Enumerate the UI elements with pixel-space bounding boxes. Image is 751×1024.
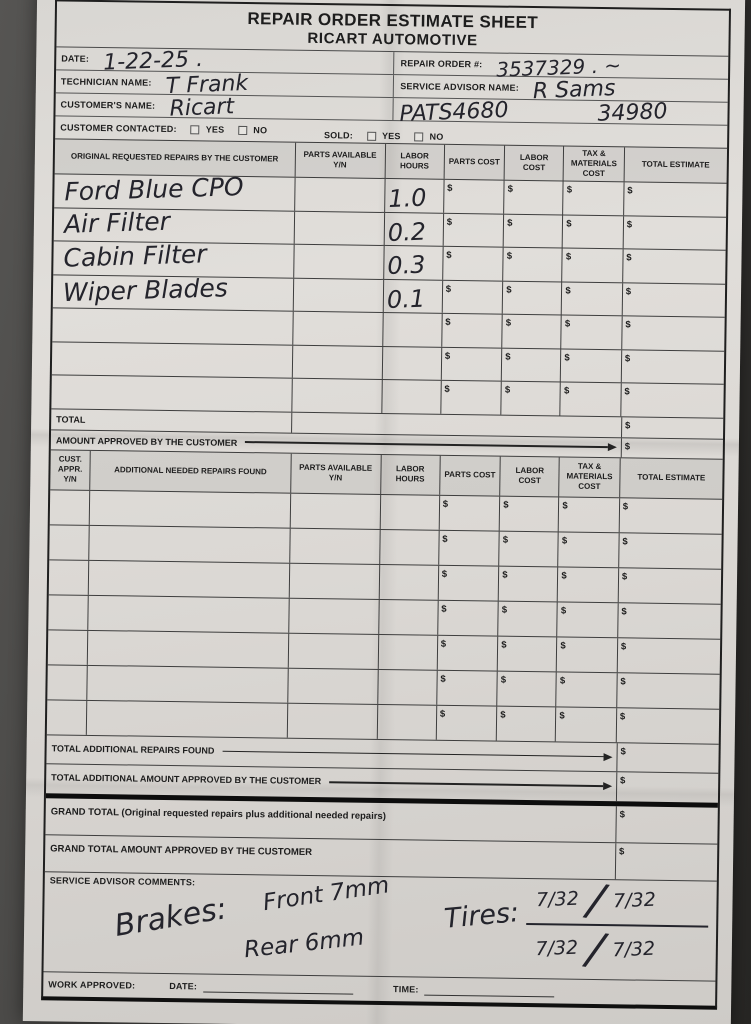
labor-hours-cell <box>384 212 444 245</box>
labor-hours-cell <box>380 494 440 529</box>
dollar-sign: $ <box>620 745 626 757</box>
parts-available-cell <box>294 245 384 279</box>
dollar-sign: $ <box>500 709 506 721</box>
dollar-sign: $ <box>566 184 573 196</box>
dollar-sign: $ <box>506 284 512 296</box>
additional-repair-description-cell <box>88 630 289 667</box>
dollar-sign: $ <box>504 384 511 396</box>
dollar-sign: $ <box>624 352 631 364</box>
dollar-sign: $ <box>564 318 571 330</box>
dollar-sign: $ <box>440 673 446 685</box>
dollar-sign: $ <box>442 498 449 510</box>
dollar-sign: $ <box>562 499 568 512</box>
additional-repairs-table <box>47 450 723 744</box>
parts-cost-cell <box>438 600 499 635</box>
total-estimate-cell <box>619 498 722 533</box>
technician-handwritten-value: T Frank <box>165 71 249 100</box>
parts-cost-cell <box>438 565 499 600</box>
repair-description-handwritten: Cabin Filter <box>63 239 207 273</box>
comments-tires-handwritten: Tires: <box>443 896 521 935</box>
parts-cost-cell <box>443 213 504 246</box>
parts-available-cell <box>290 493 381 528</box>
tax-materials-cell <box>563 181 624 214</box>
customer-name-label: CUSTOMER'S NAME: <box>60 99 156 111</box>
header-additional-repairs: ADDITIONAL NEEDED REPAIRS FOUND <box>91 450 292 492</box>
repair-description-cell <box>51 375 292 411</box>
stock-number-left: PATS4680 <box>399 97 510 128</box>
cust-appr-cell <box>48 595 89 630</box>
tax-materials-cell <box>563 215 624 248</box>
labor-cost-cell <box>499 531 559 566</box>
labor-hours-handwritten: 0.3 <box>386 250 426 281</box>
comments-label: SERVICE ADVISOR COMMENTS: <box>49 874 196 887</box>
labor-cost-cell <box>502 382 562 415</box>
parts-available-cell <box>293 278 383 312</box>
header-total-estimate: TOTAL ESTIMATE <box>641 159 710 170</box>
labor-hours-cell <box>385 179 445 212</box>
dollar-sign: $ <box>624 440 631 452</box>
tax-materials-cell <box>561 349 622 382</box>
parts-cost-cell <box>444 180 505 213</box>
labor-cost-cell <box>504 214 564 247</box>
customer-contacted-yes-checkbox <box>191 125 200 134</box>
parts-cost-cell <box>439 495 500 530</box>
dollar-sign: $ <box>625 319 631 331</box>
labor-hours-cell <box>378 669 438 704</box>
parts-cost-cell <box>442 280 503 313</box>
paper-sheet <box>23 0 745 1024</box>
header-parts-cost: PARTS COST <box>440 455 501 495</box>
total-estimate-cell <box>623 216 726 250</box>
parts-available-cell <box>294 211 384 245</box>
total-estimate-cell <box>618 638 721 673</box>
total-additional-label: TOTAL ADDITIONAL REPAIRS FOUND <box>51 742 215 756</box>
total-estimate-cell <box>624 182 727 216</box>
date-label: DATE: <box>61 53 90 64</box>
dollar-sign: $ <box>620 675 626 687</box>
labor-cost-cell <box>497 671 557 706</box>
dollar-sign: $ <box>502 569 508 581</box>
header-parts-cost: PARTS COST <box>444 145 505 180</box>
grand-total-approved-cell <box>615 843 718 880</box>
parts-cost-cell <box>439 530 500 565</box>
sold-label: SOLD: <box>323 130 354 141</box>
dollar-sign: $ <box>505 351 511 363</box>
parts-cost-cell <box>441 381 502 414</box>
sold-yes-checkbox <box>367 131 376 140</box>
labor-hours-handwritten: 0.1 <box>385 284 426 314</box>
technician-label: TECHNICIAN NAME: <box>60 76 152 88</box>
dollar-sign: $ <box>626 218 633 230</box>
tire-tread-rear-left: 7/32 <box>535 936 579 961</box>
additional-repair-description-cell <box>90 490 291 527</box>
header-tax-materials-cost: TAX & MATERIALS COST <box>564 146 625 181</box>
additional-repair-description-cell <box>89 560 290 597</box>
dollar-sign: $ <box>620 640 627 652</box>
total-estimate-cell <box>622 350 725 384</box>
parts-available-cell <box>288 633 379 668</box>
labor-hours-cell <box>384 246 444 279</box>
tax-materials-cell <box>562 282 623 315</box>
repair-description-cell <box>54 208 295 244</box>
header-labor-hours: LABOR HOURS <box>381 454 441 494</box>
parts-cost-cell <box>442 314 503 347</box>
labor-cost-cell <box>500 496 560 531</box>
service-advisor-comments <box>43 872 716 981</box>
sold-yes-label: YES <box>381 130 401 142</box>
cust-appr-cell <box>50 490 91 525</box>
header-parts-available: PARTS AVAILABLE Y/N <box>291 453 382 493</box>
dollar-sign: $ <box>626 252 632 264</box>
tax-materials-cell <box>557 637 618 672</box>
header-labor-cost: LABOR COST <box>505 146 565 181</box>
header-cust-appr: CUST. APPR. Y/N <box>50 450 91 490</box>
labor-cost-cell <box>504 181 564 214</box>
dollar-sign: $ <box>441 603 447 615</box>
customer-contacted-label: CUSTOMER CONTACTED: <box>60 122 177 135</box>
parts-available-cell <box>289 563 380 598</box>
cust-appr-cell <box>49 560 90 595</box>
total-estimate-cell <box>619 533 722 568</box>
customer-contacted-no-checkbox <box>238 125 247 134</box>
slash-mark: / <box>584 923 607 976</box>
total-additional-approved-label: TOTAL ADDITIONAL AMOUNT APPROVED BY THE CUSTOMER <box>51 771 322 786</box>
cust-appr-cell <box>47 665 88 700</box>
time-blank-line <box>425 983 555 998</box>
dollar-sign: $ <box>501 604 508 616</box>
header-total-estimate: TOTAL ESTIMATE <box>637 472 706 483</box>
dollar-sign: $ <box>561 534 568 547</box>
dollar-sign: $ <box>625 285 632 297</box>
dollar-sign: $ <box>564 352 570 364</box>
amount-approved-cell <box>621 438 723 458</box>
labor-cost-cell <box>497 706 557 741</box>
tax-materials-cell <box>558 567 619 602</box>
parts-available-cell <box>292 379 382 413</box>
labor-hours-cell <box>382 380 442 413</box>
repair-description-handwritten: Air Filter <box>63 206 171 239</box>
comments-front-handwritten: Front 7mm <box>261 871 391 916</box>
footer-time-label: TIME: <box>393 983 419 995</box>
repair-order-handwritten-value: 3537329 . ~ <box>495 53 622 82</box>
customer-contacted-no-label: NO <box>253 125 268 136</box>
header-tax-materials-cost: TAX & MATERIALS COST <box>560 457 621 497</box>
tax-materials-cell <box>559 532 620 567</box>
grand-total-label: GRAND TOTAL (Original requested repairs plus additional needed repairs) <box>50 805 386 822</box>
work-approved-label: WORK APPROVED: <box>48 978 136 991</box>
cust-appr-cell <box>47 700 88 735</box>
labor-cost-cell <box>503 248 563 281</box>
labor-cost-cell <box>502 315 562 348</box>
dollar-sign: $ <box>563 385 570 397</box>
grand-total-approved-label: GRAND TOTAL AMOUNT APPROVED BY THE CUSTOMER <box>50 842 313 858</box>
tire-tread-grid <box>526 874 709 976</box>
repair-description-cell <box>52 342 293 378</box>
service-advisor-label: SERVICE ADVISOR NAME: <box>400 81 520 93</box>
total-amount-cell <box>621 417 723 438</box>
total-additional-cell <box>616 743 719 772</box>
repair-description-cell <box>53 272 294 311</box>
labor-hours-cell <box>378 634 438 669</box>
total-estimate-cell <box>617 673 720 708</box>
additional-repair-description-cell <box>88 665 289 702</box>
repair-description-handwritten: Wiper Blades <box>62 272 229 307</box>
total-estimate-cell <box>622 316 725 350</box>
dollar-sign: $ <box>622 535 628 547</box>
labor-cost-cell <box>498 636 558 671</box>
labor-hours-cell <box>383 279 443 312</box>
total-estimate-cell <box>618 603 721 638</box>
original-repairs-table <box>51 138 727 418</box>
labor-hours-handwritten: 1.0 <box>387 183 427 214</box>
additional-repair-description-cell <box>89 595 290 632</box>
dollar-sign: $ <box>503 499 509 511</box>
labor-hours-cell <box>377 704 437 739</box>
arrow-icon <box>222 737 612 770</box>
dollar-sign: $ <box>561 569 567 582</box>
sold-no-checkbox <box>415 132 424 141</box>
dollar-sign: $ <box>444 383 450 395</box>
dollar-sign: $ <box>565 251 572 263</box>
labor-hours-handwritten: 0.2 <box>386 217 427 247</box>
dollar-sign: $ <box>559 709 565 722</box>
dollar-sign: $ <box>440 638 447 650</box>
footer-date-label: DATE: <box>169 980 198 991</box>
header-parts-available: PARTS AVAILABLE Y/N <box>295 143 386 178</box>
form-title: REPAIR ORDER ESTIMATE SHEET <box>247 9 539 33</box>
dollar-sign: $ <box>507 217 513 229</box>
parts-available-cell <box>295 178 385 212</box>
total-estimate-cell <box>623 283 726 317</box>
dollar-sign: $ <box>502 534 509 546</box>
tax-materials-cell <box>559 497 620 532</box>
total-estimate-cell <box>621 383 724 417</box>
repair-description-cell <box>53 241 294 277</box>
total-additional-approved-cell <box>616 772 719 802</box>
dollar-sign: $ <box>439 708 446 720</box>
total-estimate-cell <box>617 708 720 743</box>
dollar-sign: $ <box>447 182 453 194</box>
parts-available-cell <box>289 598 380 633</box>
service-advisor-handwritten-value: R Sams <box>532 76 616 105</box>
dollar-sign: $ <box>507 183 514 195</box>
header-original-repairs: ORIGINAL REQUESTED REPAIRS BY THE CUSTOMER <box>55 139 296 176</box>
dollar-sign: $ <box>620 774 626 786</box>
comments-rear-handwritten: Rear 6mm <box>242 924 366 963</box>
parts-cost-cell <box>437 670 498 705</box>
repair-order-form <box>41 0 731 1009</box>
total-label: TOTAL <box>56 413 86 425</box>
labor-cost-cell <box>503 281 563 314</box>
dollar-sign: $ <box>627 185 633 197</box>
date-handwritten-value: 1-22-25 . <box>102 46 204 76</box>
labor-hours-cell <box>383 313 443 346</box>
parts-available-cell <box>292 345 382 379</box>
parts-available-cell <box>293 312 383 346</box>
labor-hours-cell <box>380 529 440 564</box>
parts-available-cell <box>290 528 381 563</box>
labor-cost-cell <box>498 601 558 636</box>
dollar-sign: $ <box>445 283 452 295</box>
slash-mark: / <box>584 874 608 927</box>
dollar-sign: $ <box>442 533 448 545</box>
labor-hours-cell <box>379 599 439 634</box>
parts-available-cell <box>287 703 378 738</box>
arrow-icon <box>329 768 612 801</box>
tax-materials-cell <box>556 707 617 742</box>
dollar-sign: $ <box>624 386 630 398</box>
tax-materials-cell <box>562 315 623 348</box>
labor-cost-cell <box>502 348 562 381</box>
dollar-sign: $ <box>559 674 566 687</box>
repair-description-cell <box>52 308 293 344</box>
dollar-sign: $ <box>441 568 448 580</box>
dollar-sign: $ <box>619 845 625 857</box>
dollar-sign: $ <box>446 216 453 228</box>
total-estimate-cell <box>619 568 722 603</box>
dollar-sign: $ <box>501 639 507 651</box>
tire-tread-front-right: 7/32 <box>612 888 657 913</box>
labor-cost-cell <box>499 566 559 601</box>
grand-total-cell <box>615 806 718 843</box>
tax-materials-cell <box>561 382 622 415</box>
tax-materials-cell <box>557 672 618 707</box>
dollar-sign: $ <box>619 808 625 820</box>
parts-cost-cell <box>437 635 498 670</box>
header-labor-hours: LABOR HOURS <box>385 144 445 179</box>
dollar-sign: $ <box>622 500 629 512</box>
additional-repairs-body <box>47 490 722 744</box>
parts-available-cell <box>288 668 379 703</box>
amount-approved-label: AMOUNT APPROVED BY THE CUSTOMER <box>55 434 238 448</box>
labor-hours-cell <box>379 564 439 599</box>
dollar-sign: $ <box>621 605 627 617</box>
header-labor-cost: LABOR COST <box>500 456 560 496</box>
parts-cost-cell <box>442 347 503 380</box>
dollar-sign: $ <box>560 604 567 617</box>
dollar-sign: $ <box>624 419 631 431</box>
cust-appr-cell <box>49 525 90 560</box>
customer-contacted-yes-label: YES <box>205 124 225 135</box>
repair-description-cell <box>54 174 295 210</box>
dollar-sign: $ <box>621 570 628 582</box>
additional-repair-description-cell <box>87 700 288 737</box>
dollar-sign: $ <box>505 317 512 329</box>
repair-description-handwritten: Ford Blue CPO <box>64 172 245 207</box>
dollar-sign: $ <box>445 316 451 328</box>
dollar-sign: $ <box>500 674 507 686</box>
tax-materials-cell <box>563 248 624 281</box>
dollar-sign: $ <box>560 639 566 652</box>
parts-cost-cell <box>437 705 498 740</box>
total-estimate-cell <box>623 249 726 283</box>
customer-handwritten-value: Ricart <box>168 94 235 122</box>
tire-tread-front-left: 7/32 <box>535 887 580 912</box>
dollar-sign: $ <box>566 218 572 230</box>
repair-order-label: REPAIR ORDER #: <box>400 58 483 70</box>
tire-tread-rear-right: 7/32 <box>611 937 656 962</box>
dollar-sign: $ <box>506 250 513 262</box>
sold-no-label: NO <box>429 131 444 142</box>
dollar-sign: $ <box>619 710 626 722</box>
dollar-sign: $ <box>446 249 452 261</box>
additional-repair-description-cell <box>90 525 291 562</box>
stock-number-right: 34980 <box>597 99 668 127</box>
dollar-sign: $ <box>565 285 571 297</box>
date-blank-line <box>203 980 353 995</box>
cust-appr-cell <box>48 630 89 665</box>
company-name: RICART AUTOMOTIVE <box>307 29 478 50</box>
comments-brakes-handwritten: Brakes: <box>112 890 230 944</box>
labor-hours-cell <box>382 346 442 379</box>
tax-materials-cell <box>558 602 619 637</box>
original-repairs-body <box>51 174 726 418</box>
parts-cost-cell <box>443 247 504 280</box>
dollar-sign: $ <box>444 350 451 362</box>
